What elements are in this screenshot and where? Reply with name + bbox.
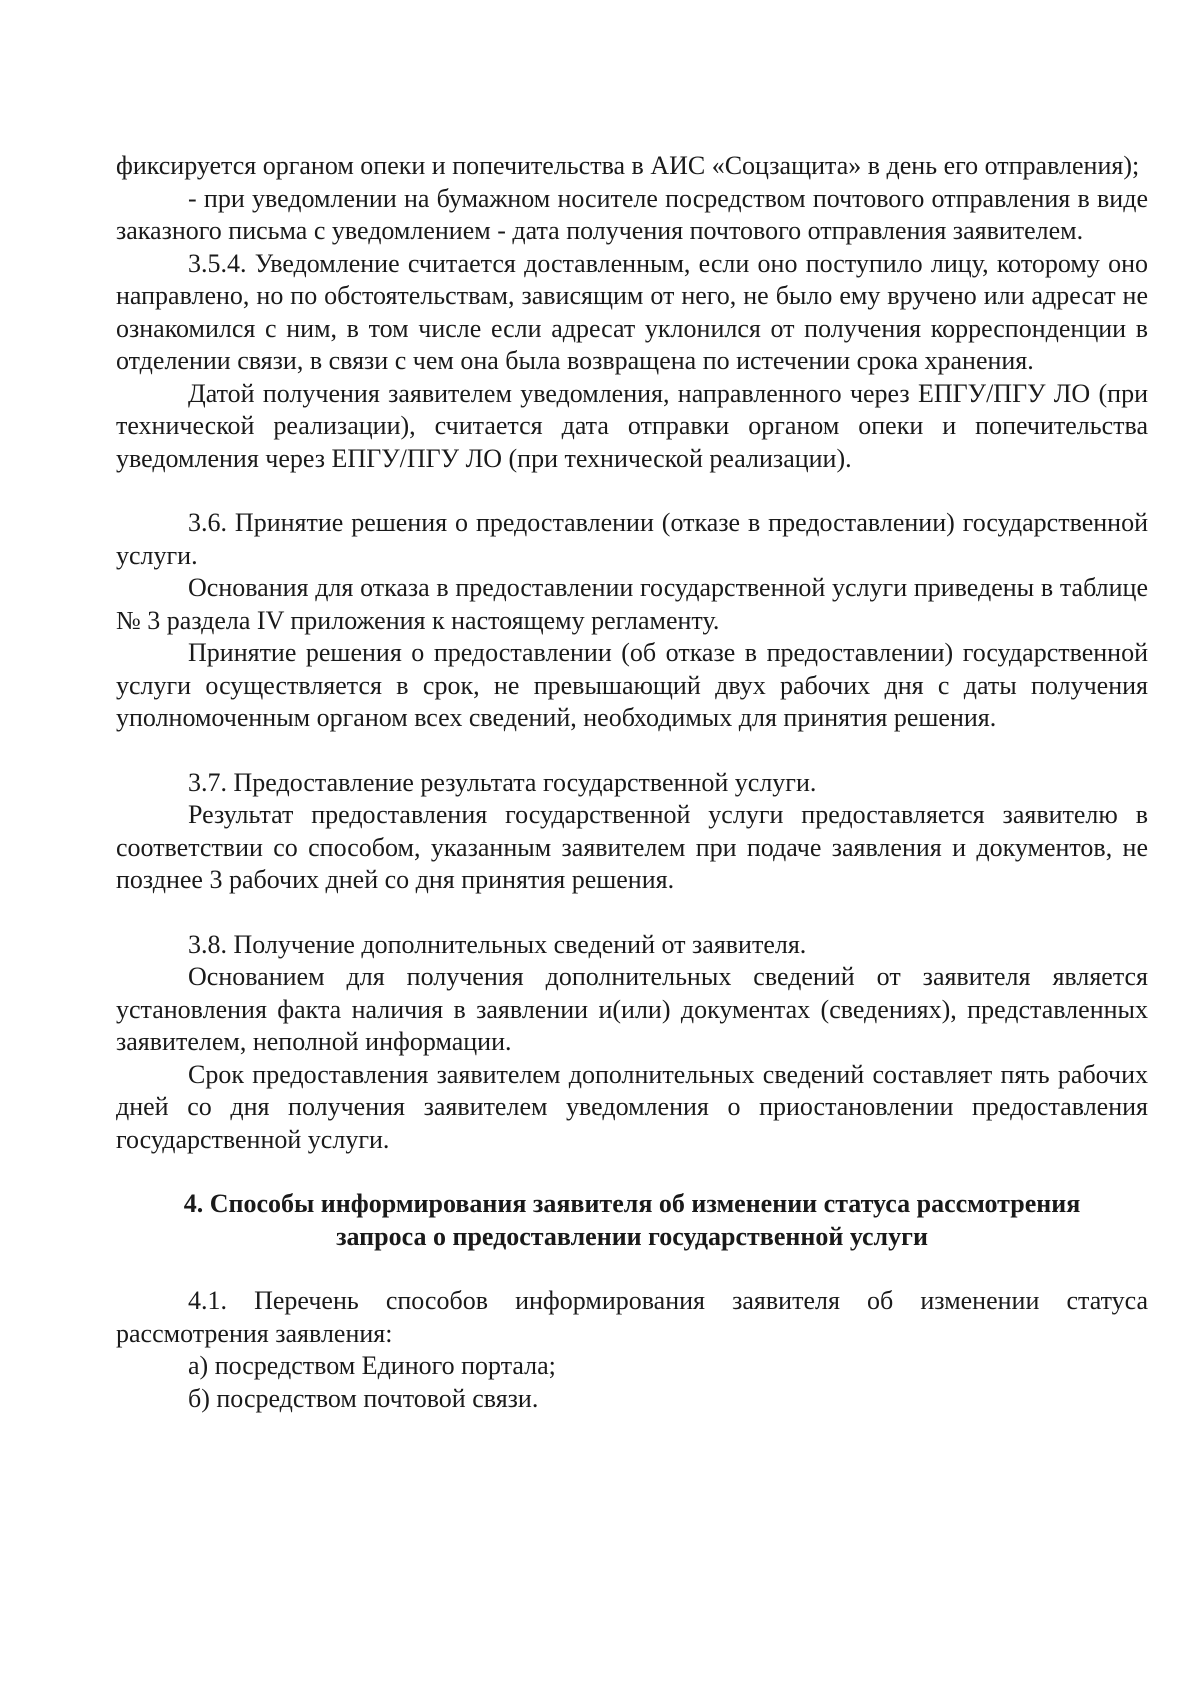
paragraph-3-6: 3.6. Принятие решения о предоставлении (отказе в предоставлении) государственной услуги. xyxy=(116,508,1148,570)
spacer xyxy=(116,735,1148,767)
paragraph: Результат предоставления государственной услуги предоставляется заявителю в соответствии со способом, указанным заявителем при подаче заявления и документов, не позднее 3 рабочих дней со дня принятия решения. xyxy=(116,800,1148,894)
paragraph-4-1: 4.1. Перечень способов информирования заявителя об изменении статуса рассмотрения заявления: xyxy=(116,1286,1148,1348)
paragraph: Датой получения заявителем уведомления, направленного через ЕПГУ/ПГУ ЛО (при технической реализации), считается дата отправки органом опеки и попечительства уведомления через ЕПГУ/ПГУ ЛО (при технической реализации). xyxy=(116,378,1148,473)
document-body xyxy=(116,150,1148,1415)
spacer xyxy=(116,1156,1148,1188)
paragraph-3-8: 3.8. Получение дополнительных сведений от заявителя. xyxy=(188,929,807,959)
paragraph: фиксируется органом опеки и попечительства в АИС «Соцзащита» в день его отправления); xyxy=(116,151,1140,180)
paragraph: Основания для отказа в предоставлении государственной услуги приведены в таблице № 3 раздела IV приложения к настоящему регламенту. xyxy=(116,573,1148,635)
spacer xyxy=(116,475,1148,507)
spacer xyxy=(116,1253,1148,1285)
paragraph: - при уведомлении на бумажном носителе посредством почтового отправления в виде заказного письма с уведомлением - дата получения почтового отправления заявителем. xyxy=(116,183,1148,245)
list-item-a: а) посредством Единого портала; xyxy=(188,1351,556,1380)
paragraph: Принятие решения о предоставлении (об отказе в предоставлении) государственной услуги осуществляется в срок, не превышающий двух рабочих дня с даты получения уполномоченным органом всех сведений, необходимых для принятия решения. xyxy=(116,638,1148,732)
paragraph: Основанием для получения дополнительных сведений от заявителя является установления факта наличия в заявлении и(или) документах (сведениях), представленных заявителем, неполной информации. xyxy=(116,962,1148,1056)
spacer xyxy=(116,897,1148,929)
section-4-heading: 4. Способы информирования заявителя об изменении статуса рассмотрения запроса о предоставлении государственной услуги xyxy=(183,1189,1081,1251)
paragraph-3-7: 3.7. Предоставление результата государственной услуги. xyxy=(188,767,817,797)
paragraph-3-5-4: 3.5.4. Уведомление считается доставленным, если оно поступило лицу, которому оно направлено, но по обстоятельствам, зависящим от него, не было ему вручено или адресат не ознакомился с ним, в том числе если адресат уклонился от получения корреспонденции в отделении связи, в связи с чем она была возвращена по истечении срока хранения. xyxy=(116,248,1148,375)
paragraph: Срок предоставления заявителем дополнительных сведений составляет пять рабочих дней со дня получения заявителем уведомления о приостановлении предоставления государственной услуги. xyxy=(116,1059,1148,1154)
list-item-b: б) посредством почтовой связи. xyxy=(188,1383,539,1413)
